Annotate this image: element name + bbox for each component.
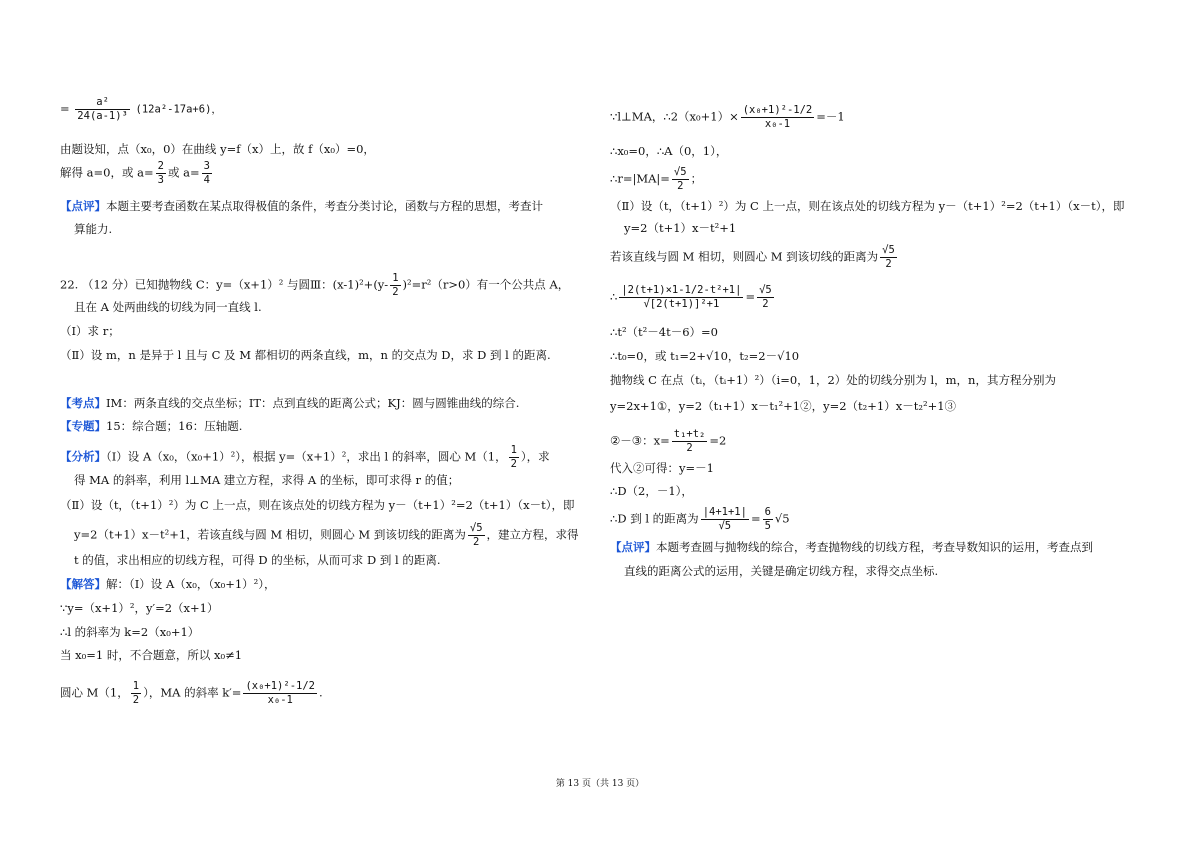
text: 圆心 M（1， [60, 685, 129, 700]
fraction [202, 160, 212, 187]
right-line-11: y=2x+1①，y=2（t₁+1）x－t₁²+1②，y=2（t₂+1）x－t₂²+1③ [610, 399, 957, 413]
equals-sign: = [60, 101, 70, 116]
right-line-6 [610, 244, 899, 271]
fraction [741, 104, 815, 131]
denominator: 2 [392, 286, 399, 298]
denominator: x₀-1 [764, 118, 791, 130]
denominator: 24(a-1)³ [77, 110, 128, 122]
fenxi-line-1 [60, 444, 550, 471]
numerator: |2(t+1)×1-1/2-t²+1| [621, 284, 742, 296]
fraction [131, 680, 141, 707]
numerator: 1 [132, 680, 140, 692]
text: 或 a= [167, 165, 200, 180]
comment-line-2: 算能力. [74, 222, 113, 236]
fraction [757, 284, 774, 311]
text: 22. （12 分）已知抛物线 C：y=（x+1）² 与圆Ⅲ：(x-1)²+(y- [60, 277, 389, 292]
denominator: 3 [157, 174, 164, 186]
right-line-4: （Ⅱ）设（t，（t+1）²）为 C 上一点，则在该点处的切线方程为 y－（t+1）²=2（t+1）（x－t），即 [610, 199, 1125, 213]
right-comment-line-2: 直线的距离公式的运用，关键是确定切线方程，求得交点坐标. [624, 564, 939, 578]
solution-step: 当 x₀=1 时，不合题意，所以 x₀≠1 [60, 648, 243, 662]
text: )²=r²（r>0）有一个公共点 A， [402, 277, 570, 292]
fraction [390, 272, 400, 299]
text: √5 [774, 511, 790, 526]
text: =2 [709, 433, 727, 448]
fraction [509, 444, 519, 471]
fraction [75, 96, 130, 123]
denominator: √5 [718, 520, 732, 532]
denominator: 4 [203, 174, 210, 186]
jieda-tag: 【解答】 [60, 577, 106, 591]
page-footer: 第 13 页（共 13 页） [555, 779, 645, 789]
question-22-part-2: （Ⅱ）设 m，n 是异于 l 且与 C 及 M 都相切的两条直线，m，n 的交点为 D，求 D 到 l 的距离. [60, 348, 551, 362]
text: ∴D 到 l 的距离为 [610, 511, 699, 526]
comment-text: 本题考查圆与抛物线的综合，考查抛物线的切线方程，考查导数知识的运用，考查点到 [656, 540, 1093, 554]
numerator: √5 [759, 284, 772, 296]
numerator: |4+1+1| [702, 506, 747, 518]
comment-tag: 【点评】 [60, 199, 106, 213]
solution-line [60, 160, 214, 187]
right-line-15 [610, 506, 790, 533]
denominator: x₀-1 [267, 694, 293, 706]
fraction [672, 428, 708, 455]
text: ； [690, 171, 703, 186]
comment-text: 本题主要考查函数在某点取得极值的条件，考查分类讨论，函数与方程的思想，考查计 [106, 199, 543, 213]
numerator: (x₀+1)²-1/2 [742, 104, 813, 116]
right-line-8: ∴t²（t²－4t－6）=0 [610, 325, 718, 339]
denominator: 2 [677, 180, 684, 192]
right-line-2: ∴x₀=0，∴A（0，1）， [610, 144, 728, 158]
right-line-1 [610, 104, 845, 131]
numerator: 1 [392, 272, 399, 284]
formula-line-1 [60, 96, 222, 123]
solution-step: ∴l 的斜率为 k=2（x₀+1） [60, 625, 200, 639]
fenxi-line-3: （Ⅱ）设（t，（t+1）²）为 C 上一点，则在该点处的切线方程为 y－（t+1）²=2（t+1）（x－t），即 [60, 498, 575, 512]
fenxi-tag: 【分析】 [60, 449, 106, 464]
zhuanti-tag: 【专题】 [60, 419, 106, 433]
fraction [468, 522, 485, 549]
right-line-12 [610, 428, 726, 455]
fenxi-line-2: 得 MA 的斜率，利用 l⊥MA 建立方程，求得 A 的坐标，即可求得 r 的值； [74, 473, 460, 487]
text: ∴ [610, 289, 618, 304]
text-line: 由题设知，点（x₀，0）在曲线 y=f（x）上，故 f（x₀）=0， [60, 142, 375, 156]
numerator: √5 [469, 522, 483, 534]
numerator: 1 [510, 444, 517, 456]
numerator: 3 [203, 160, 210, 172]
kaodian-tag: 【考点】 [60, 396, 106, 410]
denominator: 2 [473, 536, 480, 548]
denominator: 2 [686, 442, 693, 454]
comment-line [60, 199, 543, 214]
fraction [619, 284, 743, 311]
numerator: (x₀+1)²-1/2 [245, 680, 315, 692]
fraction [701, 506, 749, 533]
numerator: √5 [882, 244, 895, 256]
right-line-10: 抛物线 C 在点（tᵢ，（tᵢ+1）²）（i=0，1，2）处的切线分别为 l，m，n，其方程分别为 [610, 373, 1056, 387]
right-line-3 [610, 166, 702, 193]
comment-tag: 【点评】 [610, 540, 656, 554]
text: ，建立方程，求得 [486, 527, 579, 542]
solution-step-slope [60, 680, 323, 707]
text: 若该直线与圆 M 相切，则圆心 M 到该切线的距离为 [610, 249, 879, 264]
solution-step: ∵y=（x+1）²，y′=2（x+1） [60, 601, 219, 615]
question-22-part-1: （Ⅰ）求 r； [60, 324, 120, 338]
numerator: √5 [673, 166, 687, 178]
right-line-7 [610, 284, 776, 311]
zhuanti-line [60, 419, 242, 434]
denominator: 2 [510, 458, 517, 470]
fraction [672, 166, 689, 193]
fraction [243, 680, 317, 707]
text: （Ⅰ）设 A（x₀，（x₀+1）²），根据 y=（x+1）²，求出 l 的斜率，圆心 M（1， [106, 449, 507, 464]
right-line-5: y=2（t+1）x－t²+1 [624, 221, 737, 235]
text: ∵l⊥MA，∴2（x₀+1）× [610, 109, 739, 124]
fraction [156, 160, 166, 187]
fraction [880, 244, 897, 271]
jieda-text: 解：（Ⅰ）设 A（x₀，（x₀+1）²）， [106, 577, 276, 591]
denominator: 5 [764, 520, 771, 532]
text: = [750, 511, 761, 526]
text: = [745, 289, 756, 304]
right-comment-line [610, 540, 1093, 555]
right-line-9: ∴t₀=0，或 t₁=2+√10，t₂=2－√10 [610, 349, 800, 363]
right-line-14: ∴D（2，－1）， [610, 484, 693, 498]
numerator: 6 [764, 506, 771, 518]
jieda-line [60, 577, 276, 592]
text: 解得 a=0，或 a= [60, 165, 154, 180]
question-22-line-2: 且在 A 处两曲线的切线为同一直线 l. [74, 300, 262, 314]
text: ），求 [520, 449, 550, 464]
text: y=2（t+1）x－t²+1，若该直线与圆 M 相切，则圆心 M 到该切线的距离为 [74, 527, 466, 542]
numerator: a² [75, 96, 130, 110]
zhuanti-text: 15：综合题；16：压轴题. [106, 419, 243, 433]
denominator: √[2(t+1)]²+1 [643, 298, 720, 310]
text: . [318, 685, 323, 700]
fenxi-line-5: t 的值，求出相应的切线方程，可得 D 的坐标，从而可求 D 到 l 的距离. [74, 553, 441, 567]
right-line-13: 代入②可得：y=－1 [610, 461, 714, 475]
kaodian-text: IM：两条直线的交点坐标；IT：点到直线的距离公式；KJ：圆与圆锥曲线的综合. [106, 396, 520, 410]
denominator: 2 [885, 258, 892, 270]
text: ），MA 的斜率 k′= [143, 685, 242, 700]
numerator: 2 [157, 160, 164, 172]
kaodian-line [60, 396, 519, 411]
text: =－1 [816, 109, 845, 124]
denominator: 2 [132, 694, 140, 706]
formula-tail: (12a²-17a+6)， [135, 103, 222, 116]
text: ∴r=|MA|= [610, 171, 670, 186]
question-22-line-1 [60, 272, 569, 299]
fenxi-line-4 [74, 522, 579, 549]
denominator: 2 [762, 298, 769, 310]
text: ②－③：x= [610, 433, 670, 448]
numerator: t₁+t₂ [673, 428, 706, 440]
fraction [763, 506, 773, 533]
